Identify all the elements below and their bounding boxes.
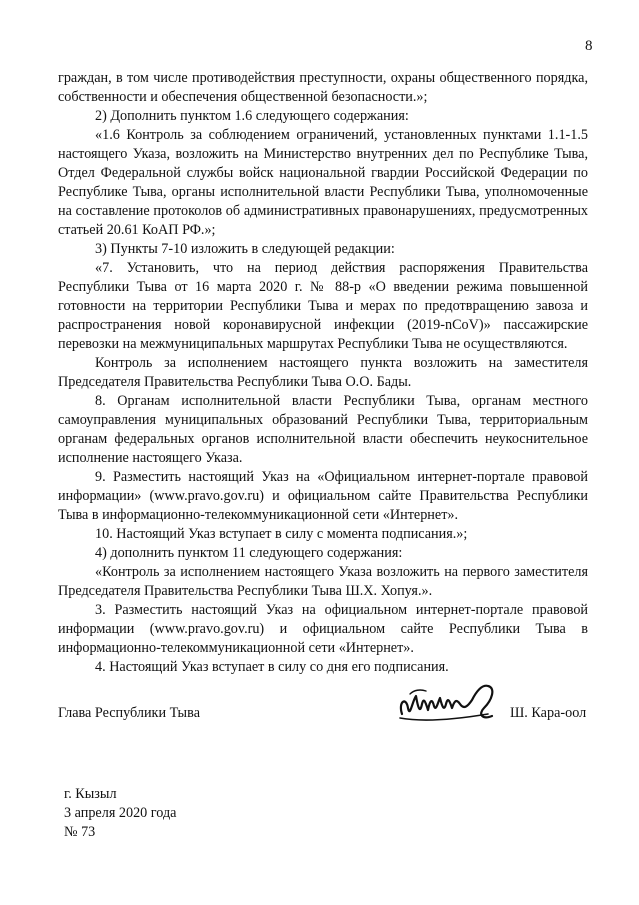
signer-name: Ш. Кара-оол: [510, 705, 587, 721]
signatory-title: Глава Республики Тывa: [58, 705, 201, 721]
paragraph: 10. Настоящий Указ вступает в силу с момента подписания.»;: [95, 526, 468, 542]
paragraph: 3) Пункты 7-10 изложить в следующей редакции:: [95, 241, 395, 257]
paragraph: 4) дополнить пунктом 11 следующего содержания:: [95, 545, 403, 561]
date: 3 апреля 2020 года: [64, 805, 177, 821]
document-footer: [64, 785, 176, 842]
city: г. Кызыл: [64, 786, 117, 802]
paragraph: 8. Органам исполнительной власти Республики Тыва, органам местного самоуправления муниципальных образований Республики Тыва, территориальным органам федеральных органов исполнительной власти обеспечить неукоснительное исполнение настоящего Указа.: [58, 393, 588, 466]
paragraph: «7. Установить, что на период действия распоряжения Правительства Республики Тыва от 16 марта 2020 г. № 88-р «О введении режима повышенной готовности на территории Республики Тыва и мерах по предотвращению завоза и распространения новой коронавирусной инфекции (2019-nCoV)» пассажирские перевозки на межмуниципальных маршрутах Республики Тыва не осуществляются.: [58, 260, 588, 352]
page-number: 8: [585, 38, 593, 54]
paragraph: «Контроль за исполнением настоящего Указа возложить на первого заместителя Председателя Правительства Республики Тыва Ш.Х. Хопуя.».: [58, 564, 588, 599]
paragraph: 3. Разместить настоящий Указ на официальном интернет-портале правовой информации (www.pravo.gov.ru) и официальном сайте Республики Тыва в информационно-телекоммуникационной сети «Интернет».: [58, 602, 588, 656]
handwritten-signature: [392, 674, 504, 730]
paragraph: граждан, в том числе противодействия преступности, охраны общественного порядка, собственности и обеспечения общественной безопасности.»;: [58, 70, 588, 105]
document-body: [58, 69, 588, 677]
paragraph: Контроль за исполнением настоящего пункта возложить на заместителя Председателя Правительства Республики Тыва О.О. Бады.: [58, 355, 588, 390]
document-number: № 73: [64, 824, 96, 840]
paragraph: 4. Настоящий Указ вступает в силу со дня его подписания.: [95, 659, 449, 675]
paragraph: «1.6 Контроль за соблюдением ограничений, установленных пунктами 1.1-1.5 настоящего Указа, возложить на Министерство внутренних дел по Республике Тыва, Отдел Федеральной службы войск национальной гвардии Российской Федерации по Республике Тыва, органы исполнительной власти Республики Тыва, уполномоченные на составление протоколов об административных правонарушениях, предусмотренных статьей 20.61 КоАП РФ.»;: [58, 127, 588, 238]
paragraph: 2) Дополнить пунктом 1.6 следующего содержания:: [95, 108, 409, 124]
paragraph: 9. Разместить настоящий Указ на «Официальном интернет-портале правовой информации» (www.pravo.gov.ru) и официальном сайте Правительства Республики Тыва в информационно-телекоммуникационной сети «Интернет».: [58, 469, 588, 523]
